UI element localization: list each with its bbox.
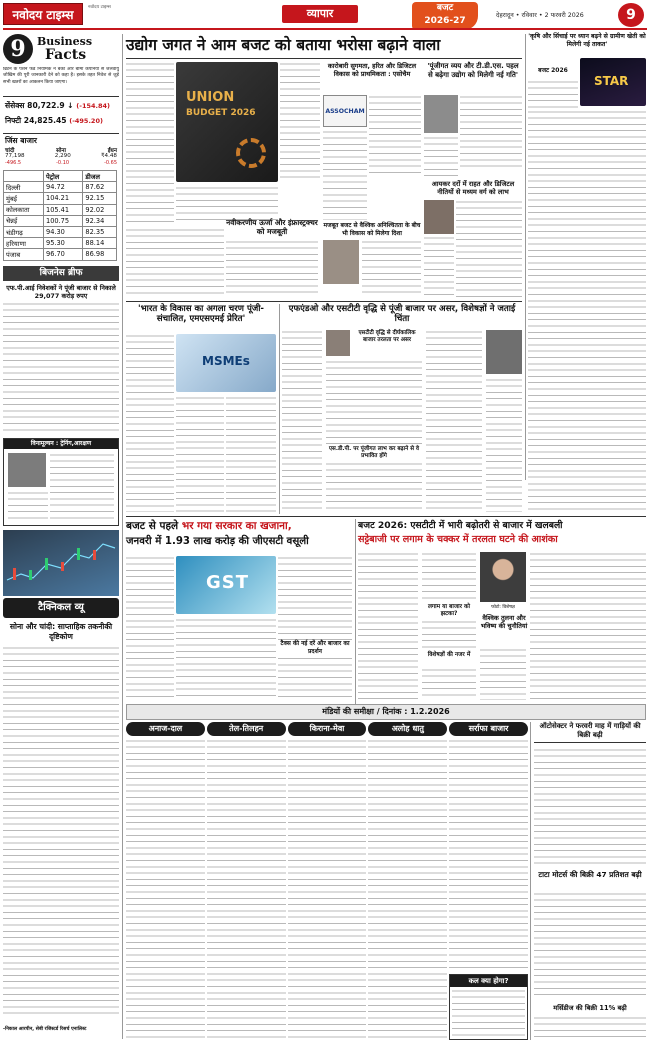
masthead-rule — [3, 28, 647, 30]
gst-body-3 — [176, 618, 276, 700]
mandi-poll-box: कल क्या होगा? — [449, 974, 528, 1040]
mandi-col-metal: अलोह धातु — [368, 722, 447, 1040]
budget-image-label-2: BUDGET 2026 — [186, 108, 256, 118]
lead-bottom-rule — [126, 301, 522, 302]
union-budget-image — [176, 62, 278, 182]
right-col-headline: 'कृषि और सिंचाई पर ध्यान बढ़ने से ग्रामीण खेती को मिलेगी नई ताकत' — [528, 33, 646, 48]
facts-title-2: Facts — [45, 47, 87, 63]
gst-subhead: टैक्स की नई दरें और बाजार का प्रदर्शन — [278, 640, 352, 655]
tech-view-box — [3, 598, 119, 1040]
masthead-title: नवोदय टाइम्स — [12, 8, 74, 22]
mercedes-body — [534, 1016, 646, 1040]
table-row: मुंबई 104.21 92.15 — [4, 193, 117, 204]
section-label: व्यापार — [282, 5, 358, 23]
story3-body-2 — [326, 360, 422, 444]
table-row: चेन्नई 100.75 92.34 — [4, 215, 117, 226]
right-column-divider — [525, 34, 526, 480]
stt-body-2 — [422, 552, 476, 600]
dateline: देहरादून • रविवार • 2 फरवरी 2026 — [496, 12, 584, 19]
right-col-label: बजट 2026 — [538, 67, 568, 74]
stt-side-head: वैश्विक तुलना और भविष्य की चुनौतियां — [480, 614, 528, 630]
masthead-logo — [3, 3, 83, 25]
lead-col-b-head: 'पूंजीगत व्यय और टी.डी.एस. पहल से बढ़ेगा उद्योग को मिलेगी नई गति' — [427, 62, 519, 79]
lead-col-a-body — [369, 95, 421, 175]
table-row: पेट्रोल डीजल — [4, 171, 117, 182]
facts-logo-icon: 9 — [3, 34, 33, 64]
commodity-title: जिंस बाजार — [5, 136, 37, 145]
lead-col-a-head: कारोबारी सुगमता, हरित और डिजिटल विकास को प्राथमिकता : एसोचैम — [327, 62, 417, 78]
msme-label: MSMEs — [202, 354, 250, 368]
tata-body — [534, 892, 646, 1000]
stt-body-1 — [358, 552, 418, 700]
gst-body-1 — [126, 556, 174, 700]
lead-col-a2-head: मजबूत बजट से वैश्विक अनिश्चितता के बीच भी विकास को मिलेगा दिशा — [323, 222, 421, 237]
stt-photo-caption: फोटो: विशेषज्ञ — [491, 605, 515, 610]
story3-body-5 — [486, 378, 522, 512]
right-col-body-2 — [528, 110, 646, 480]
mandi-col-oil: तेल-तिलहन — [207, 722, 286, 1040]
gst-headline: बजट से पहले भर गया सरकार का खजाना, जनवरी में 1.93 लाख करोड़ की जीएसटी वसूली — [126, 520, 309, 547]
commodity-box — [3, 133, 119, 167]
facts-blurb: ब्रिटेन के पेंशन फंड नियामक ने बैंकों और बीमा कंपनियों से जलवायु जोखिम की पूरी जानकारी देने को कहा है। इसके तहत निवेश से जुड़े सभी खतरों का आकलन किया जाएगा। — [3, 67, 119, 85]
story2-headline: 'भारत के विकास का अगला चरण पूंजी-संचालित, एमएसएमई प्रेरित' — [137, 304, 265, 325]
story3-body-3 — [326, 462, 422, 512]
story3-body-4 — [426, 330, 482, 512]
person-photo-4 — [326, 330, 350, 356]
mandi-title-bar: मंडियों की समीक्षा / दिनांक : 1.2.2026 — [126, 704, 646, 720]
commodity-headers: चांदी सोना ईंधन — [5, 148, 117, 154]
stt-body-5 — [480, 648, 526, 700]
person-photo-5 — [486, 330, 522, 374]
mercedes-headline: मर्सिडीज की बिक्री 11% बढ़ी — [553, 1004, 627, 1012]
business-facts — [3, 34, 119, 94]
table-row: कोलकाता 105.41 92.02 — [4, 204, 117, 215]
person-photo-2 — [424, 95, 458, 133]
masthead — [0, 0, 650, 30]
lead-col-b-body-2 — [424, 136, 458, 176]
column-divider — [122, 34, 123, 1039]
lead-body-col-3 — [280, 62, 320, 182]
commodity-changes: -496.5 -0.10 -0.65 — [5, 160, 117, 166]
gst-body-2 — [278, 556, 352, 700]
candlestick-graphic — [3, 530, 119, 596]
brief-headline-1: एफ.पी.आई निवेशकों ने पूंजी बाजार से निकाले 29,077 करोड़ रुपए — [6, 284, 116, 300]
masthead-sub: नवोदय टाइम्स — [88, 5, 111, 10]
commodity-values: 77,198 2,290 ₹4.48 — [5, 153, 117, 159]
brief-sub-body-2 — [8, 491, 48, 523]
msme-image — [176, 334, 276, 392]
story3-headline: एफएंडओ और एसटीटी वृद्धि से पूंजी बाजार पर असर, विशेषज्ञों ने जताई चिंता — [288, 304, 516, 325]
person-photo-1 — [323, 240, 359, 284]
stt-body-3 — [422, 620, 476, 650]
brief-title: बिजनेस ब्रीफ — [3, 266, 119, 281]
right-bottom-divider — [530, 722, 531, 1040]
page-number: 9 — [618, 3, 644, 27]
indices-box — [3, 96, 119, 130]
gst-image-label: GST — [206, 572, 250, 593]
stt-divider — [355, 519, 356, 704]
story2-body-2 — [176, 396, 224, 512]
tech-view-byline: -निकाल आरपीन, सेबी रजिस्टर्ड रिसर्च एनालिस्ट — [3, 1027, 87, 1032]
fuel-price-table — [3, 170, 117, 261]
lead-headline: उद्योग जगत ने आम बजट को बताया भरोसा बढ़ाने वाला — [126, 33, 522, 59]
tata-headline: टाटा मोटर्स की बिक्री 47 प्रतिशत बढ़ी — [538, 870, 642, 879]
lead-col-b2-body-2 — [424, 236, 454, 298]
lead-col-b-body — [460, 95, 522, 171]
brief-photo — [8, 453, 46, 487]
story3-sub-1: एसटीटी वृद्धि से दीर्घकालिक बाजार तरलता पर असर — [358, 330, 416, 343]
gst-image — [176, 556, 276, 614]
mandi-col-grocery: किराना-मेवा — [288, 722, 367, 1040]
section-rule-2 — [126, 516, 646, 517]
brief-sub-box — [3, 438, 119, 526]
lead-col-a2-body — [362, 240, 421, 298]
tech-view-title: टैक्निकल व्यू — [3, 598, 119, 618]
auto-body — [534, 748, 646, 866]
lead-col-b2-head: आयकर दरों में राहत और डिजिटल नीतियों से मध्यम वर्ग को लाभ — [431, 180, 515, 196]
tech-view-headline: सोना और चांदी: साप्ताहिक तकनीकी दृष्टिकोण — [9, 622, 113, 641]
chart-photo — [3, 530, 119, 596]
stt-subhead-2: विशेषज्ञों की नजर में — [427, 652, 471, 658]
gear-icon — [236, 138, 266, 168]
story2-body-1 — [126, 334, 174, 512]
auto-headline: ऑटोसेक्टर ने फरवरी माह में गाड़ियों की बिक्री बढ़ी — [534, 722, 646, 743]
budget-image-label-1: UNION — [186, 90, 235, 105]
table-row: दिल्ली 94.72 87.62 — [4, 182, 117, 193]
brief-sub-title: विनामूल्यन : ट्रेनिंग,आरक्षण — [4, 439, 118, 449]
tech-view-body — [3, 646, 119, 1018]
lead-body-col-5 — [126, 228, 224, 298]
right-col-body-3 — [528, 482, 646, 514]
stt-headline: बजट 2026: एसटीटी में भारी बढ़ोतरी से बाजार में खलबली सट्टेबाजी पर लगाम के चक्कर में तरलता घटने की आशंका — [358, 520, 563, 545]
story3-sub-2: एस.डी.पी. पर पूंजीगत लाभ कर बढ़ाने से वे प्रभावित होंगे — [328, 446, 420, 459]
sensex-row: सेंसेक्स 80,722.9 ↓ (-154.84) — [5, 101, 111, 110]
assocham-logo: ASSOCHAM — [323, 95, 367, 127]
table-row: चंडीगढ़ 94.30 82.35 — [4, 226, 117, 237]
stt-subhead-1: लगाम या बाजार को झटका? — [427, 604, 471, 617]
story2-body-3 — [226, 396, 276, 512]
lead-subhead-1: नवीकरणीय ऊर्जा और इंफ्रास्ट्रक्चर को मजबूती — [226, 218, 318, 236]
nifty-row: निफ्टी 24,825.45 (-495.20) — [5, 116, 103, 125]
brief-sub-body — [50, 453, 114, 523]
brief-body-1 — [3, 302, 119, 434]
table-row: पंजाब 96.70 86.98 — [4, 249, 117, 260]
table-row: हरियाणा 95.30 88.14 — [4, 238, 117, 249]
lead-body-col-1 — [126, 62, 174, 224]
budget-badge: बजट 2026-27 — [412, 2, 478, 30]
brief-box — [3, 266, 119, 596]
lead-body-col-4 — [226, 240, 318, 298]
star-tv-image — [580, 58, 646, 106]
person-photo-3 — [424, 200, 454, 234]
person-photo-6 — [480, 552, 526, 602]
story3-divider — [279, 304, 280, 514]
stt-body-6 — [530, 552, 646, 700]
facts-title-1: Business — [37, 35, 93, 48]
star-logo: STAR — [594, 74, 629, 88]
mandi-col-grain: अनाज-दाल — [126, 722, 205, 1040]
lead-col-a-body-2 — [323, 130, 367, 220]
mandi-columns — [126, 722, 528, 1040]
stt-body-4 — [422, 668, 476, 700]
story3-body-1 — [282, 330, 322, 512]
right-col-body-1 — [528, 80, 578, 108]
mandi-col-bullion: सर्राफा बाजार कल क्या होगा? — [449, 722, 528, 1040]
lead-col-b2-body — [456, 200, 522, 298]
